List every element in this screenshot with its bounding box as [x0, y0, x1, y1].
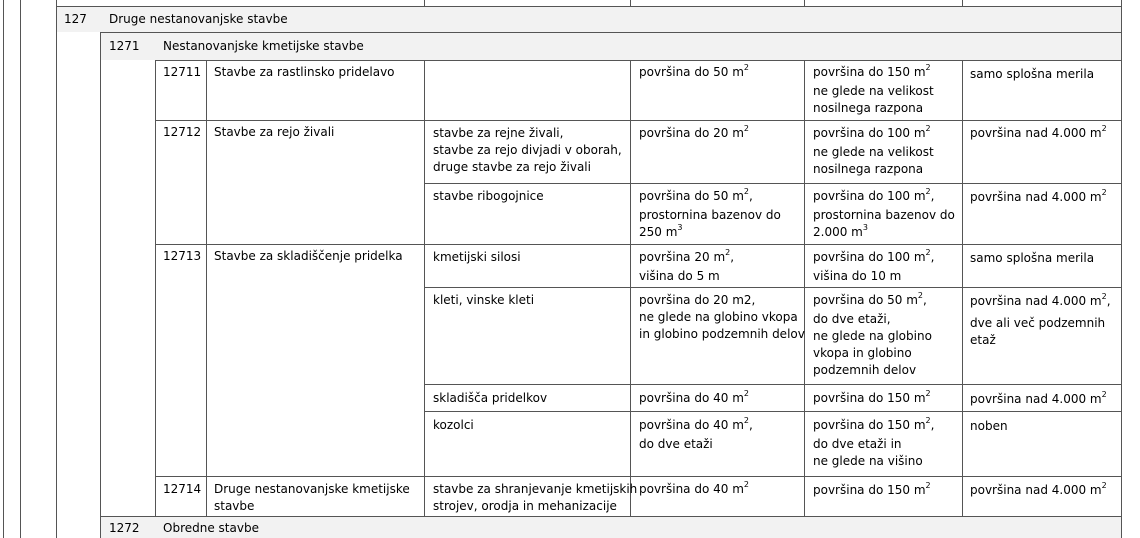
row-12712-sub1-threshold-2-note: ne glede na velikost nosilnega razpona	[813, 145, 934, 176]
page-edge-line	[3, 0, 4, 538]
row-12713-sub4-threshold-1-line2: do dve etaži	[639, 437, 713, 451]
row-12714-threshold-1: površina do 40 $m^2$	[639, 480, 749, 496]
row-12712-sub2-threshold-2-line2: prostornina bazenov do	[813, 208, 955, 222]
row-12713-sub1-threshold-3: samo splošna merila	[970, 251, 1095, 265]
row-12713-sub4-threshold-2-note: do dve etaži in ne glede na višino	[813, 437, 923, 468]
row-divider	[100, 32, 1122, 33]
row-divider	[424, 384, 1122, 385]
row-12711-threshold-2: površina do 150 $m^2$	[813, 63, 931, 79]
row-12713-sub2-threshold-2-note: do dve etaži, ne glede na globino vkopa in globino podzemnih delov	[813, 312, 932, 377]
row-12713-sub1-threshold-1: površina 20 $m^2$,	[639, 248, 735, 264]
row-divider	[100, 516, 1122, 517]
row-12714-type: stavbe za shranjevanje kmetijskih strojev, orodja in mehanizacije	[433, 482, 638, 513]
column-divider	[155, 60, 156, 516]
row-12712-name: Stavbe za rejo živali	[214, 125, 335, 139]
table-left-border	[56, 0, 57, 538]
row-12713-sub1-threshold-2-line2: višina do 10 m	[813, 269, 902, 283]
row-12712-sub2-threshold-2-line3: 2.000 $m^3$	[813, 223, 868, 239]
row-12713-sub4-threshold-2: površina do 150 $m^2$,	[813, 416, 935, 432]
row-divider	[424, 411, 1122, 412]
column-divider	[630, 60, 631, 516]
group-127-code: 127	[64, 12, 87, 26]
row-divider	[155, 244, 1122, 245]
row-12713-name: Stavbe za skladiščenje pridelka	[214, 249, 403, 263]
row-12713-sub2-threshold-1: površina do 20 m2, ne glede na globino vkopa in globino podzemnih delov	[639, 293, 805, 341]
row-12714-name: Druge nestanovanjske kmetijske stavbe	[214, 482, 410, 513]
row-12712-sub2-type: stavbe ribogojnice	[433, 189, 544, 203]
row-12713-sub4-threshold-1: površina do 40 $m^2$,	[639, 416, 753, 432]
row-12712-sub1-threshold-1: površina do 20 $m^2$	[639, 124, 749, 140]
column-divider	[962, 60, 963, 516]
row-12713-sub2-threshold-3: površina nad 4.000 $m^2$,	[970, 292, 1111, 308]
row-12713-sub2-threshold-3-note: dve ali več podzemnih etaž	[970, 316, 1106, 347]
row-12711-name: Stavbe za rastlinsko pridelavo	[214, 65, 395, 79]
row-divider	[424, 183, 1122, 184]
row-12713-sub3-type: skladišča pridelkov	[433, 391, 548, 405]
row-12712-code: 12712	[163, 125, 202, 139]
row-12714-threshold-2: površina do 150 $m^2$	[813, 481, 931, 497]
row-12713-sub4-threshold-3: noben	[970, 419, 1008, 433]
group-127-title: Druge nestanovanjske stavbe	[109, 12, 288, 26]
column-divider	[424, 60, 425, 516]
row-divider	[155, 476, 1122, 477]
row-12712-sub2-threshold-2: površina do 100 $m^2$,	[813, 187, 935, 203]
row-divider	[424, 287, 1122, 288]
row-12713-sub1-threshold-1-line2: višina do 5 m	[639, 269, 720, 283]
row-12712-sub2-threshold-1: površina do 50 $m^2$,	[639, 187, 753, 203]
column-divider	[206, 60, 207, 516]
group-1272-code: 1272	[109, 521, 140, 535]
row-12712-sub2-threshold-3: površina nad 4.000 $m^2$	[970, 188, 1107, 204]
row-12713-sub3-threshold-1: površina do 40 $m^2$	[639, 389, 749, 405]
row-12712-sub1-threshold-2: površina do 100 $m^2$	[813, 124, 931, 140]
row-12713-sub3-threshold-2: površina do 150 $m^2$	[813, 389, 931, 405]
row-12711-threshold-3: samo splošna merila	[970, 67, 1095, 81]
row-12712-sub1-type: stavbe za rejne živali, stavbe za rejo divjadi v oborah, druge stavbe za rejo živali	[433, 126, 622, 174]
row-12713-sub4-type: kozolci	[433, 418, 474, 432]
row-12713-sub1-threshold-2: površina do 100 $m^2$,	[813, 248, 935, 264]
row-12713-sub1-type: kmetijski silosi	[433, 250, 521, 264]
row-12713-sub3-threshold-3: površina nad 4.000 $m^2$	[970, 390, 1107, 406]
column-divider	[804, 60, 805, 516]
row-12712-sub2-threshold-1-line3: 250 $m^3$	[639, 223, 683, 239]
row-12712-sub2-threshold-1-line2: prostornina bazenov do	[639, 208, 781, 222]
row-12711-threshold-2-note: ne glede na velikost nosilnega razpona	[813, 84, 934, 115]
row-divider	[56, 6, 1122, 7]
row-12712-sub1-threshold-3: površina nad 4.000 $m^2$	[970, 124, 1107, 140]
group-1271-code: 1271	[109, 39, 140, 53]
row-12714-code: 12714	[163, 482, 202, 496]
row-divider	[155, 120, 1122, 121]
row-12711-threshold-1: površina do 50 $m^2$	[639, 63, 749, 79]
group-1272-title: Obredne stavbe	[163, 521, 259, 535]
table-right-border	[1121, 0, 1122, 538]
row-12713-sub2-type: kleti, vinske kleti	[433, 293, 535, 307]
row-12713-sub2-threshold-2: površina do 50 $m^2$,	[813, 291, 927, 307]
group-1271-title: Nestanovanjske kmetijske stavbe	[163, 39, 364, 53]
row-12711-code: 12711	[163, 65, 202, 79]
page-edge-line	[20, 0, 21, 538]
row-12714-threshold-3: površina nad 4.000 $m^2$	[970, 481, 1107, 497]
row-12713-code: 12713	[163, 249, 202, 263]
row-divider	[155, 60, 1122, 61]
column-divider	[100, 32, 101, 538]
